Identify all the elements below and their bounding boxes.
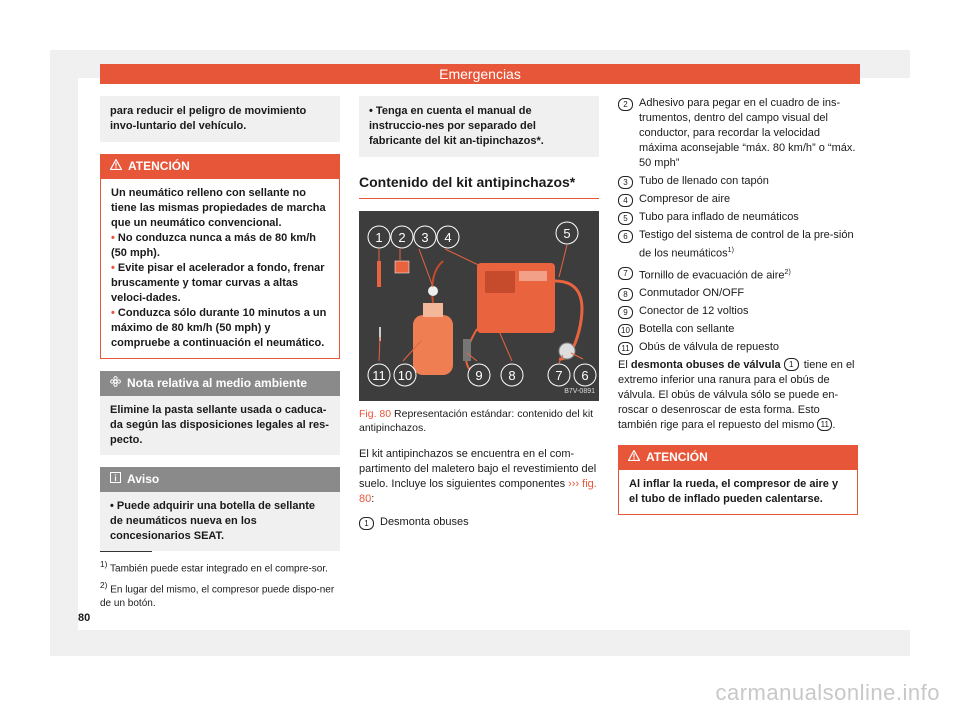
figure-label: 10	[397, 368, 413, 383]
figure-label: 2	[398, 230, 406, 245]
figure-caption-label: Fig. 80	[359, 408, 392, 420]
figure-label: 7	[555, 368, 563, 383]
item-text: Obús de válvula de repuesto	[639, 341, 780, 354]
item-text: Conector de 12 voltios	[639, 305, 749, 318]
warning-title: ATENCIÓN	[618, 445, 858, 470]
manual-note-box: • Tenga en cuenta el manual de instruccio-nes por separado del fabricante del kit an-tipinchazos*.	[359, 96, 599, 157]
list-item	[618, 322, 858, 337]
figure-caption	[359, 407, 599, 435]
item-number-badge: 1	[359, 517, 374, 530]
aviso-note	[100, 467, 340, 551]
item-number-badge: 8	[618, 288, 633, 301]
warning-bullet: • No conduzca nunca a más de 80 km/h (50 mph).	[111, 232, 316, 259]
figure-reference-link[interactable]: ››› fig. 80	[359, 478, 597, 505]
item-text: Testigo del sistema de control de la pre-sión de los neumáticos$^{1)}$	[639, 229, 854, 260]
figure-label: 8	[508, 368, 516, 383]
item-number-badge: 9	[618, 306, 633, 319]
list-item	[618, 286, 858, 301]
item-text: Desmonta obuses	[380, 516, 469, 528]
figure-label: 1	[375, 230, 383, 245]
footnote-rule	[100, 551, 152, 552]
environment-note	[100, 371, 340, 455]
list-item	[618, 304, 858, 319]
item-number-badge: 6	[618, 230, 633, 243]
warning-title-text: ATENCIÓN	[128, 159, 190, 173]
figure-caption-text: Representación estándar: contenido del kit antipinchazos.	[359, 408, 594, 434]
column-2	[359, 96, 599, 533]
valve-tool-paragraph: El desmonta obuses de válvula 1 tiene en el extremo inferior una ranura para el obús de válvula. El obús de válvula sólo se puede en-roscar o desenroscar de esta forma. Esto también rige para el repuesto del mismo 11 .	[618, 359, 855, 432]
figure-code: B7V-0891	[564, 388, 595, 395]
item-number-badge: 4	[618, 194, 633, 207]
footnote: $^{1)}$ También puede estar integrado en el compre-sor.	[100, 559, 328, 575]
warning-triangle-icon	[628, 450, 640, 465]
item-number-badge: 5	[618, 212, 633, 225]
component-list	[618, 96, 858, 355]
item-text: Tornillo de evacuación de aire$^{2)}$	[639, 268, 791, 282]
list-item	[618, 340, 858, 355]
item-number-badge: 7	[618, 267, 633, 280]
list-item	[359, 515, 599, 530]
figure-label: 5	[563, 226, 571, 241]
aviso-title	[100, 467, 340, 492]
section-title: Contenido del kit antipinchazos*	[359, 169, 599, 199]
item-text: Tubo de llenado con tapón	[639, 175, 769, 187]
figure-label: 3	[421, 230, 429, 245]
footnotes	[100, 551, 340, 610]
item-text: Compresor de aire	[639, 193, 731, 205]
list-item	[618, 192, 858, 207]
environment-note-body: Elimine la pasta sellante usada o caduca-da según las disposiciones legales al res-pecto.	[100, 396, 340, 455]
item-number-badge: 2	[618, 98, 633, 111]
warning-block	[100, 154, 340, 359]
figure-label: 11	[372, 368, 386, 383]
figure-label: 6	[581, 368, 589, 383]
warning-bullet: • Conduzca sólo durante 10 minutos a un máximo de 80 km/h (50 mph) y compruebe a continuación el neumático.	[111, 307, 327, 349]
list-item	[618, 228, 858, 262]
column-1	[100, 96, 340, 551]
list-item	[618, 210, 858, 225]
watermark: carmanualsonline.info	[715, 680, 940, 705]
warning-triangle-icon	[110, 159, 122, 174]
list-item	[618, 174, 858, 189]
item-number-badge: 1	[784, 358, 799, 371]
aviso-title-text: Aviso	[127, 472, 160, 486]
section-header: Emergencias	[100, 64, 860, 84]
info-icon	[110, 472, 121, 487]
warning-bullet: • Evite pisar el acelerador a fondo, frenar bruscamente y tomar curvas a altas veloci-dades.	[111, 262, 325, 304]
warning-title	[100, 154, 340, 179]
item-number-badge: 11	[618, 342, 633, 355]
kit-figure	[359, 211, 599, 401]
item-number-badge: 3	[618, 176, 633, 189]
item-text: Adhesivo para pegar en el cuadro de ins-trumentos, dentro del campo visual del conductor, para recordar la velocidad máxima aconsejable “máx. 80 km/h” o “máx. 50 mph”	[639, 97, 856, 169]
item-text: Tubo para inflado de neumáticos	[639, 211, 799, 223]
item-text: Botella con sellante	[639, 323, 735, 336]
kit-illustration	[359, 211, 599, 401]
item-text: Conmutador ON/OFF	[639, 287, 745, 300]
warning-block-2	[618, 445, 858, 515]
body-text: El kit antipinchazos se encuentra en el com-partimento del maletero bajo el revestimiento del suelo. Incluye los siguientes componentes ››› fig. 80:	[359, 448, 597, 505]
page-number: 80	[78, 612, 91, 624]
flower-icon	[110, 376, 121, 391]
footnote: $^{2)}$ En lugar del mismo, el compresor puede dispo-ner de un botón.	[100, 580, 335, 609]
figure-label: 4	[444, 230, 452, 245]
list-item	[618, 96, 858, 171]
list-item	[618, 265, 858, 284]
warning-text: Un neumático relleno con sellante no tiene las mismas propiedades de marcha que un neumático convencional.	[111, 187, 326, 229]
column-3	[618, 96, 858, 515]
warning-body	[100, 179, 340, 359]
item-number-badge: 11	[817, 418, 832, 431]
item-number-badge: 10	[618, 324, 633, 337]
environment-note-title	[100, 371, 340, 396]
warning-body: Al inflar la rueda, el compresor de aire y el tubo de inflado pueden calentarse.	[618, 470, 858, 515]
environment-note-title-text: Nota relativa al medio ambiente	[127, 376, 308, 390]
intro-box: para reducir el peligro de movimiento invo-luntario del vehículo.	[100, 96, 340, 142]
aviso-body: • Puede adquirir una botella de sellante de neumáticos nueva en los concesionarios SEAT.	[100, 492, 340, 551]
figure-label: 9	[475, 368, 483, 383]
